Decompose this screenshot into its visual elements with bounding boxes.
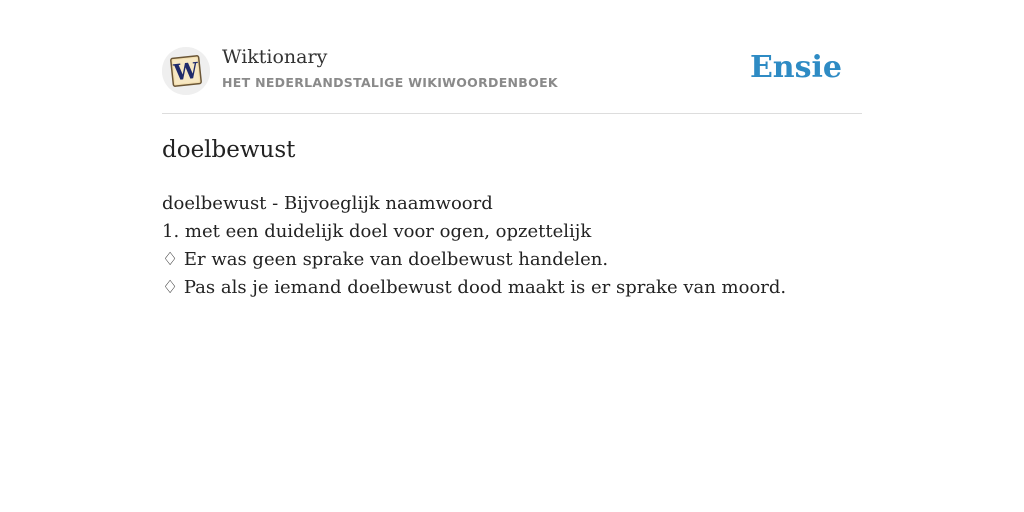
page-container [162, 0, 862, 298]
entry-definition [162, 190, 786, 302]
wiktionary-tile-icon [162, 47, 210, 95]
example-sentence: ♢ Pas als je iemand doelbewust dood maakt is er sprake van moord. [162, 277, 787, 298]
wiktionary-logo-icon[interactable] [162, 47, 210, 95]
site-title[interactable]: Wiktionary [222, 46, 328, 68]
ensie-brand-link[interactable]: Ensie [749, 50, 842, 85]
entry-title: doelbewust [162, 137, 296, 163]
example-sentence: ♢ Er was geen sprake van doelbewust handelen. [162, 249, 609, 270]
site-header [162, 0, 862, 114]
logo-letter: W [172, 57, 200, 87]
site-subtitle: HET NEDERLANDSTALIGE WIKIWOORDENBOEK [222, 75, 558, 90]
definition-sense: 1. met een duidelijk doel voor ogen, opzettelijk [162, 221, 592, 242]
definition-heading: doelbewust - Bijvoeglijk naamwoord [162, 193, 493, 214]
